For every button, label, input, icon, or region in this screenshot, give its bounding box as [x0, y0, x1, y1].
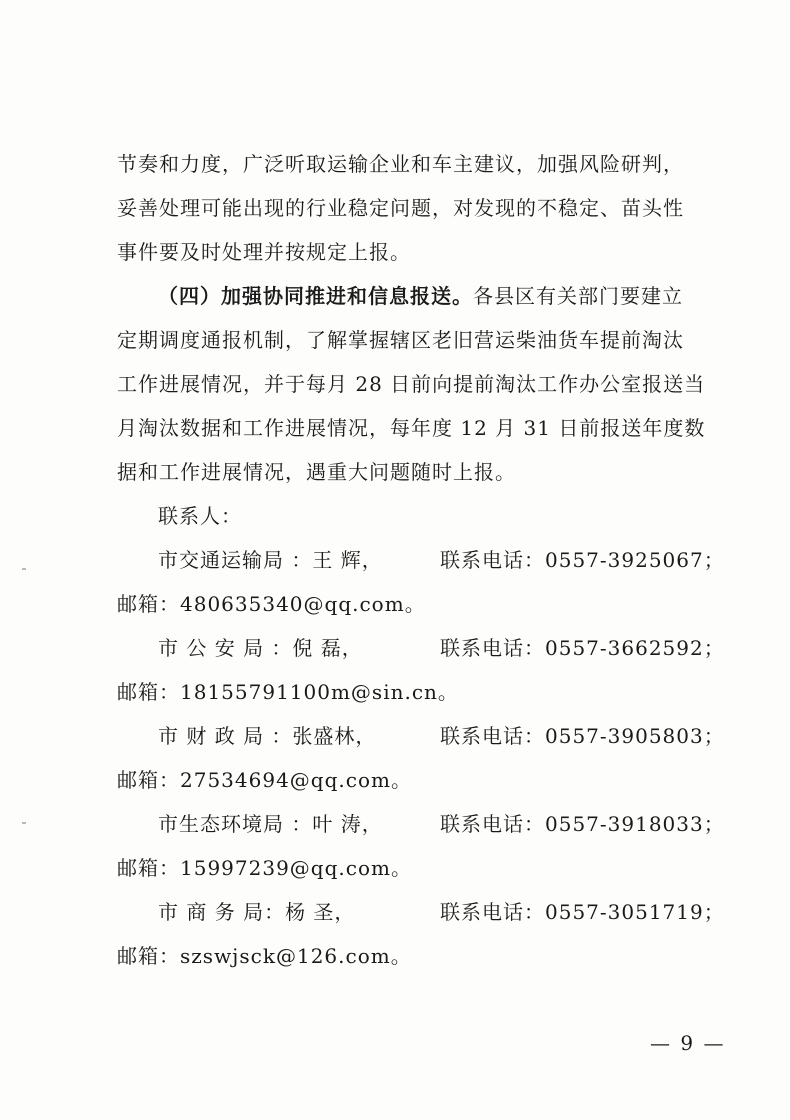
- contact-phone: 联系电话：0557-3662592；: [440, 636, 725, 660]
- contact-org-person: 市 财 政 局 ：张盛林，: [158, 724, 377, 748]
- contact-phone: 联系电话：0557-3918033；: [440, 812, 725, 836]
- body-text-line: 妥善处理可能出现的行业稳定问题，对发现的不稳定、苗头性: [117, 196, 684, 220]
- section-heading: （四）加强协同推进和信息报送。: [158, 284, 473, 308]
- section-heading-line: [158, 282, 683, 310]
- contact-phone: 联系电话：0557-3925067；: [440, 548, 725, 572]
- contact-email: 邮箱：15997239@qq.com。: [117, 856, 412, 880]
- body-text-line: 节奏和力度，广泛听取运输企业和车主建议，加强风险研判，: [117, 152, 684, 176]
- contact-email: 邮箱：szswjsck@126.com。: [117, 944, 412, 968]
- contact-org-person: 市交通运输局 ：王 辉，: [158, 548, 383, 572]
- body-text-line: 工作进展情况，并于每月 28 日前向提前淘汰工作办公室报送当: [117, 372, 706, 396]
- page-number: — 9 —: [650, 1031, 726, 1055]
- body-text-line: 据和工作进展情况，遇重大问题随时上报。: [117, 460, 516, 484]
- body-text-line: 月淘汰数据和工作进展情况，每年度 12 月 31 日前报送年度数: [117, 416, 706, 440]
- contact-email: 邮箱：480635340@qq.com。: [117, 592, 426, 616]
- body-text-line: 事件要及时处理并按规定上报。: [117, 240, 411, 264]
- body-text-line: 定期调度通报机制，了解掌握辖区老旧营运柴油货车提前淘汰: [117, 328, 684, 352]
- contact-email: 邮箱：18155791100m@sin.cn。: [117, 680, 459, 704]
- contacts-label: 联系人：: [158, 504, 242, 528]
- contact-org-person: 市生态环境局 ：叶 涛，: [158, 812, 383, 836]
- contact-org-person: 市 公 安 局 ：倪 磊，: [158, 636, 363, 660]
- section-heading-continuation: 各县区有关部门要建立: [473, 284, 683, 308]
- scan-mark: [22, 568, 26, 570]
- contact-phone: 联系电话：0557-3905803；: [440, 724, 725, 748]
- contact-email: 邮箱：27534694@qq.com。: [117, 768, 412, 792]
- contact-phone: 联系电话：0557-3051719；: [440, 900, 725, 924]
- scan-mark: [22, 822, 26, 824]
- contact-org-person: 市 商 务 局：杨 圣，: [158, 900, 356, 924]
